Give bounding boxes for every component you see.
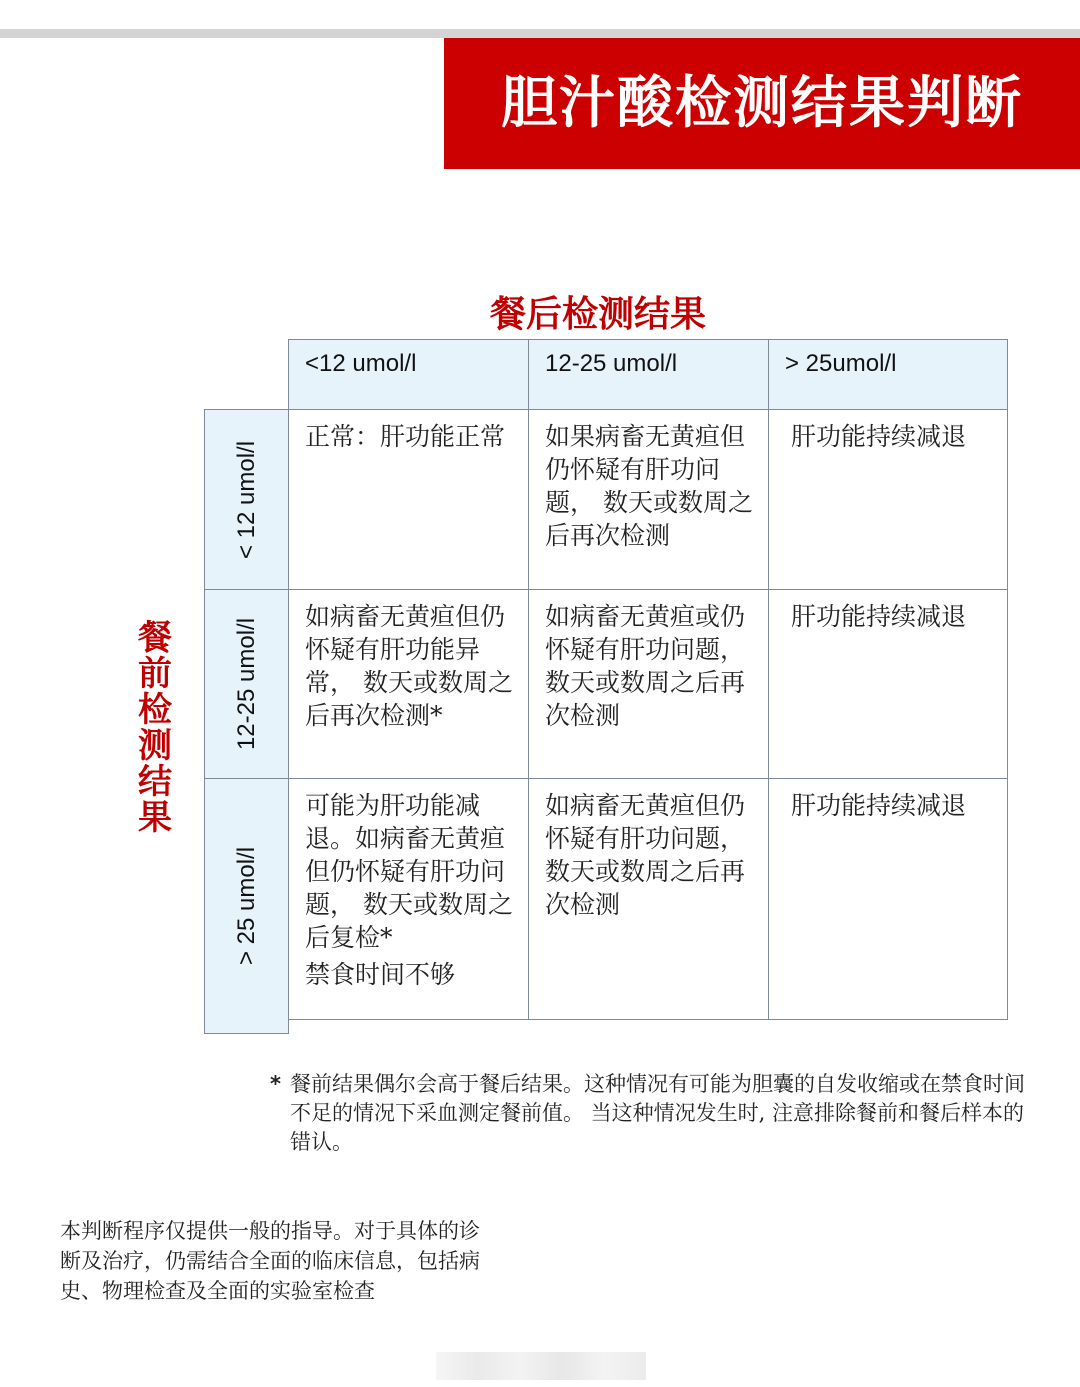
column-header-12-25: 12-25 umol/l — [528, 339, 769, 410]
table-cell: 正常：肝功能正常 — [288, 409, 529, 590]
column-header-lt12: <12 umol/l — [288, 339, 529, 410]
table-cell: 肝功能持续减退 — [768, 589, 1008, 779]
footnote-marker: * — [270, 1072, 281, 1096]
row-heading: 餐前检测结果 — [138, 618, 172, 838]
table-cell: 如病畜无黄疸但仍怀疑有肝功问题， 数天或数周之后再次检测 — [528, 778, 769, 1020]
table-cell: 如病畜无黄疸但仍怀疑有肝功能异常， 数天或数周之后再次检测* — [288, 589, 529, 779]
table-cell: 如病畜无黄疸或仍怀疑有肝功问题， 数天或数周之后再次检测 — [528, 589, 769, 779]
watermark — [436, 1352, 646, 1380]
top-rule — [0, 29, 1080, 38]
column-heading: 餐后检测结果 — [489, 293, 706, 335]
page-title: 胆汁酸检测结果判断 — [444, 38, 1080, 169]
cell-text: 可能为肝功能减退。如病畜无黄疸但仍怀疑有肝功问题， 数天或数周之后复检* — [305, 791, 513, 952]
footnote-text: 餐前结果偶尔会高于餐后结果。这种情况有可能为胆囊的自发收缩或在禁食时间不足的情况下采血测定餐前值。 当这种情况发生时, 注意排除餐前和餐后样本的错认。 — [290, 1072, 1025, 1154]
row-header-gt25 — [204, 778, 289, 1034]
table-cell: 肝功能持续减退 — [768, 409, 1008, 590]
row-header-12-25 — [204, 589, 289, 779]
table-cell — [288, 778, 529, 1020]
disclaimer: 本判断程序仅提供一般的指导。对于具体的诊断及治疗，仍需结合全面的临床信息，包括病史、物理检查及全面的实验室检查 — [60, 1219, 480, 1303]
table-cell: 如果病畜无黄疸但仍怀疑有肝功问题， 数天或数周之后再次检测 — [528, 409, 769, 590]
row-header-label: > 25 umol/l — [232, 846, 260, 966]
row-header-label: 12-25 umol/l — [232, 617, 260, 751]
cell-extra-note: 禁食时间不够 — [305, 960, 456, 989]
row-header-label: < 12 umol/l — [232, 440, 260, 559]
footnote — [270, 1070, 1035, 1157]
column-header-gt25: > 25umol/l — [768, 339, 1008, 410]
row-header-lt12 — [204, 409, 289, 590]
table-cell: 肝功能持续减退 — [768, 778, 1008, 1020]
